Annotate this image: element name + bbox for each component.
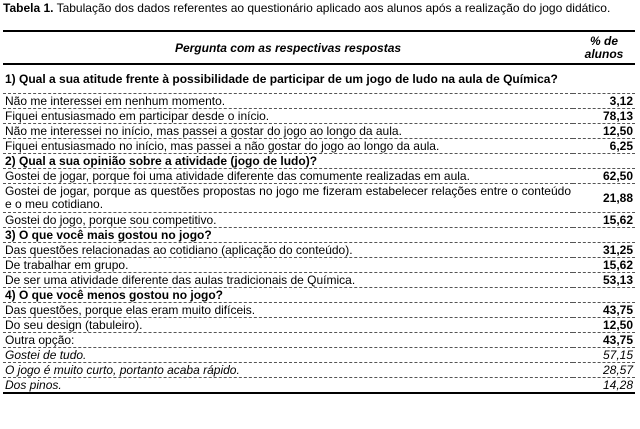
answer-row xyxy=(3,258,635,273)
sub-answer-text: Gostei de tudo. xyxy=(3,348,573,363)
answer-text: Não me interessei no início, mas passei a gostar do jogo ao longo da aula. xyxy=(3,124,573,139)
answer-percent: 15,62 xyxy=(573,258,635,273)
answer-row xyxy=(3,184,635,213)
answer-row xyxy=(3,243,635,258)
answer-text: Gostei de jogar, porque foi uma atividade diferente das comumente realizadas em aula. xyxy=(3,169,573,184)
answer-percent: 6,25 xyxy=(573,139,635,154)
question-text: 4) O que você menos gostou no jogo? xyxy=(3,288,635,303)
answer-percent: 15,62 xyxy=(573,213,635,228)
caption-text: Tabulação dos dados referentes ao questionário aplicado aos alunos após a realização do jogo didático. xyxy=(53,1,611,15)
survey-table xyxy=(3,30,635,394)
caption-label: Tabela 1. xyxy=(3,1,54,15)
answer-percent: 12,50 xyxy=(573,124,635,139)
sub-answer-row xyxy=(3,348,635,363)
answer-text: Outra opção: xyxy=(3,333,573,348)
answer-text: De trabalhar em grupo. xyxy=(3,258,573,273)
sub-answer-text: O jogo é muito curto, portanto acaba rápido. xyxy=(3,363,573,378)
answer-text: Fiquei entusiasmado no início, mas passei a não gostar do jogo ao longo da aula. xyxy=(3,139,573,154)
question-row xyxy=(3,154,635,169)
answer-text: Das questões relacionadas ao cotidiano (aplicação do conteúdo). xyxy=(3,243,573,258)
answer-text: Gostei do jogo, porque sou competitivo. xyxy=(3,213,573,228)
answer-percent: 3,12 xyxy=(573,94,635,109)
question-row xyxy=(3,288,635,303)
answer-percent: 78,13 xyxy=(573,109,635,124)
answer-row xyxy=(3,303,635,318)
answer-row xyxy=(3,124,635,139)
sub-answer-percent: 57,15 xyxy=(573,348,635,363)
answer-row xyxy=(3,333,635,348)
answer-percent: 43,75 xyxy=(573,303,635,318)
question-text: 1) Qual a sua atitude frente à possibilidade de participar de um jogo de ludo na aula de Química? xyxy=(3,64,635,94)
answer-text: Do seu design (tabuleiro). xyxy=(3,318,573,333)
answer-row xyxy=(3,213,635,228)
answer-row xyxy=(3,318,635,333)
answer-text: Fiquei entusiasmado em participar desde o início. xyxy=(3,109,573,124)
answer-row xyxy=(3,94,635,109)
sub-answer-percent: 14,28 xyxy=(573,378,635,394)
header-percent-line1: % de xyxy=(589,33,618,48)
answer-text: Não me interessei em nenhum momento. xyxy=(3,94,573,109)
sub-answer-text: Dos pinos. xyxy=(3,378,573,394)
sub-answer-row xyxy=(3,363,635,378)
question-text: 3) O que você mais gostou no jogo? xyxy=(3,228,635,243)
answer-percent: 31,25 xyxy=(573,243,635,258)
answer-row xyxy=(3,139,635,154)
answer-text: De ser uma atividade diferente das aulas tradicionais de Química. xyxy=(3,273,573,288)
answer-row xyxy=(3,109,635,124)
answer-row xyxy=(3,169,635,184)
header-question: Pergunta com as respectivas respostas xyxy=(3,31,573,64)
answer-percent: 21,88 xyxy=(573,184,635,213)
question-row xyxy=(3,228,635,243)
answer-text: Gostei de jogar, porque as questões propostas no jogo me fizeram estabelecer relações entre o conteúdo e o meu cotidiano. xyxy=(5,184,571,211)
answer-text: Das questões, porque elas eram muito difíceis. xyxy=(3,303,573,318)
table-caption xyxy=(3,2,637,15)
sub-answer-percent: 28,57 xyxy=(573,363,635,378)
question-row xyxy=(3,64,635,94)
header-percent-line2: alunos xyxy=(584,46,624,61)
answer-percent: 62,50 xyxy=(573,169,635,184)
answer-percent: 43,75 xyxy=(573,333,635,348)
answer-percent: 12,50 xyxy=(573,318,635,333)
answer-percent: 53,13 xyxy=(573,273,635,288)
answer-row xyxy=(3,273,635,288)
table-header-row xyxy=(3,31,635,64)
header-percent xyxy=(573,31,635,64)
sub-answer-row xyxy=(3,378,635,394)
question-text: 2) Qual a sua opinião sobre a atividade (jogo de ludo)? xyxy=(3,154,635,169)
